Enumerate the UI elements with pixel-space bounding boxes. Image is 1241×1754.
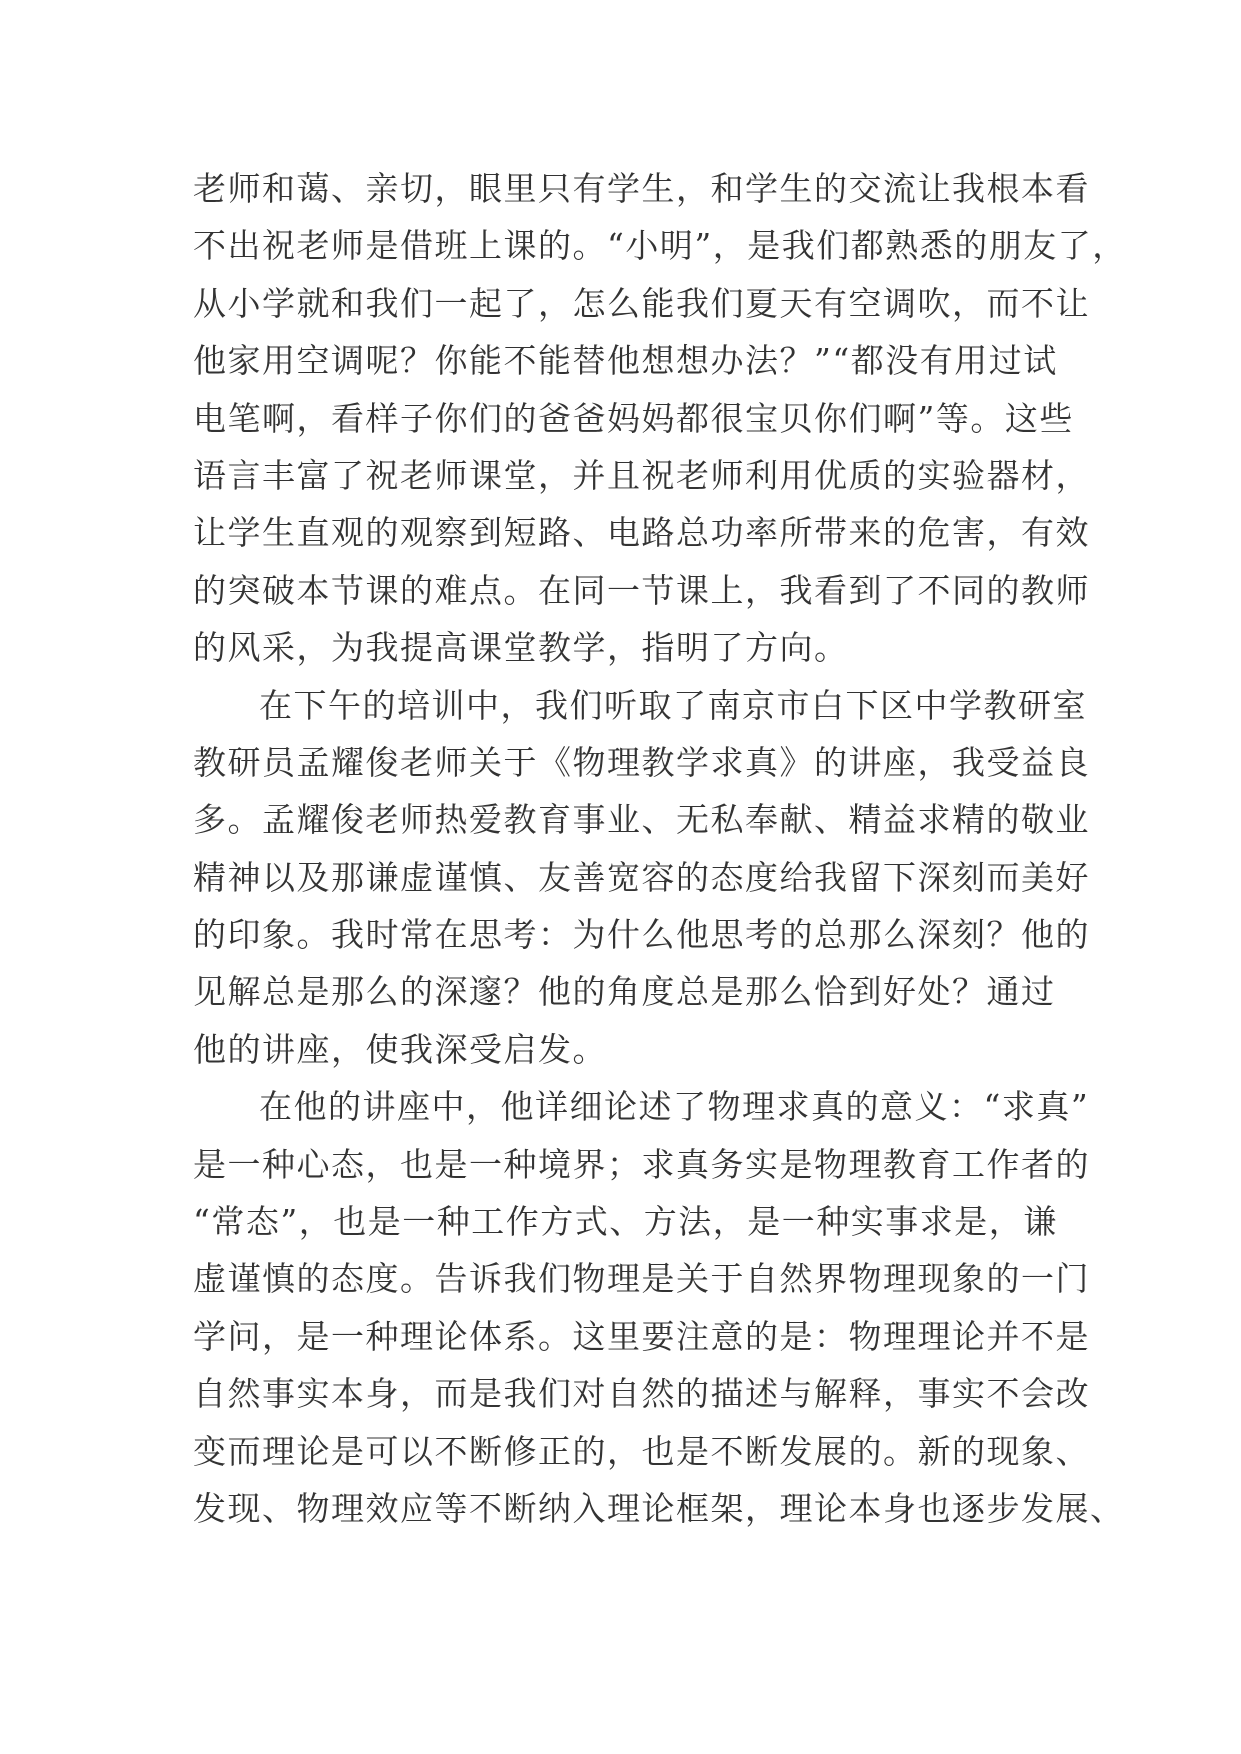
text-line: 教研员孟耀俊老师关于《物理教学求真》的讲座，我受益良 [193, 742, 1090, 782]
text-line: “常态”，也是一种工作方式、方法，是一种实事求是，谦 [193, 1202, 1058, 1242]
text-line: 让学生直观的观察到短路、电路总功率所带来的危害，有效 [193, 513, 1090, 553]
text-line: 他的讲座，使我深受启发。 [193, 1029, 607, 1069]
text-line: 见解总是那么的深邃？他的角度总是那么恰到好处？通过 [193, 972, 1056, 1012]
text-line: 多。孟耀俊老师热爱教育事业、无私奉献、精益求精的敬业 [193, 800, 1090, 840]
text-line: 他家用空调呢？你能不能替他想想办法？”“都没有用过试 [193, 341, 1058, 381]
text-line: 精神以及那谦虚谨慎、友善宽容的态度给我留下深刻而美好 [193, 857, 1090, 897]
text-line: 老师和蔼、亲切，眼里只有学生，和学生的交流让我根本看 [193, 169, 1090, 208]
paragraph-first-line: 在他的讲座中，他详细论述了物理求真的意义：“求真” [259, 1087, 1090, 1127]
text-line: 虚谨慎的态度。告诉我们物理是关于自然界物理现象的一门 [193, 1259, 1090, 1299]
text-line: 电笔啊，看样子你们的爸爸妈妈都很宝贝你们啊”等。这些 [193, 398, 1074, 438]
text-line: 学问，是一种理论体系。这里要注意的是：物理理论并不是 [193, 1316, 1090, 1356]
text-line: 变而理论是可以不断修正的，也是不断发展的。新的现象、 [193, 1431, 1090, 1471]
text-line: 不出祝老师是借班上课的。“小明”，是我们都熟悉的朋友了， [193, 226, 1127, 266]
text-line: 的印象。我时常在思考：为什么他思考的总那么深刻？他的 [193, 915, 1090, 955]
text-line: 发现、物理效应等不断纳入理论框架，理论本身也逐步发展、 [193, 1488, 1125, 1528]
text-line: 的风采，为我提高课堂教学，指明了方向。 [193, 628, 849, 668]
text-line: 从小学就和我们一起了，怎么能我们夏天有空调吹，而不让 [193, 283, 1090, 323]
text-line: 的突破本节课的难点。在同一节课上，我看到了不同的教师 [193, 570, 1090, 610]
body-text [193, 160, 1127, 1537]
text-line: 自然事实本身，而是我们对自然的描述与解释，事实不会改 [193, 1374, 1090, 1414]
text-line: 语言丰富了祝老师课堂，并且祝老师利用优质的实验器材， [193, 455, 1090, 495]
text-line: 是一种心态，也是一种境界；求真务实是物理教育工作者的 [193, 1144, 1090, 1184]
paragraph-first-line: 在下午的培训中，我们听取了南京市白下区中学教研室 [259, 685, 1087, 725]
